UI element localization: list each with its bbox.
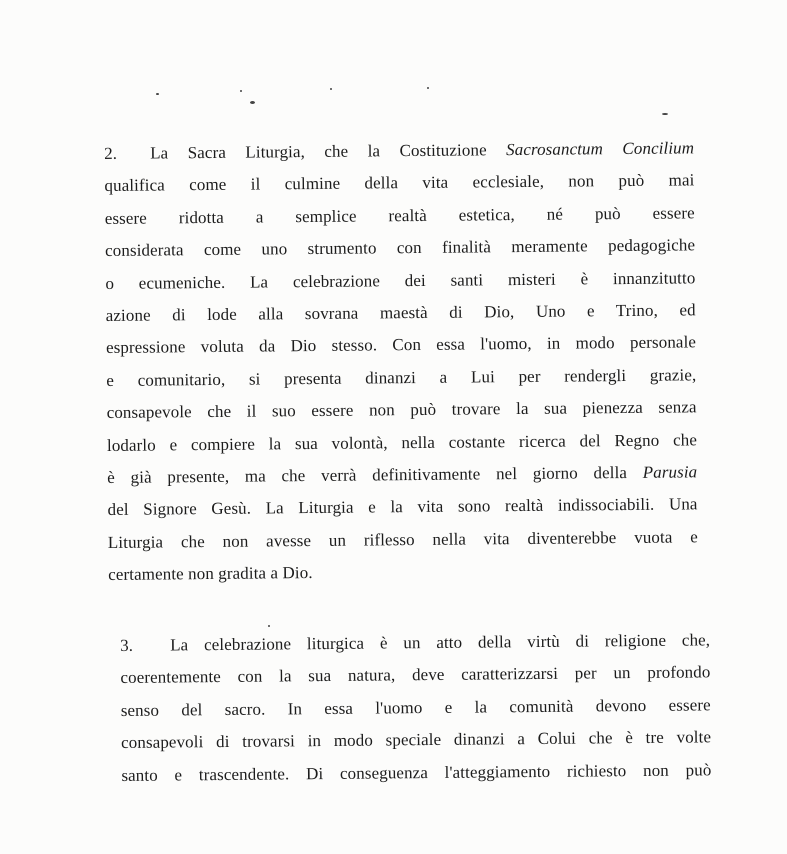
italic-term: Parusia <box>642 462 698 482</box>
line-text: considerata come uno strumento con finalità meramente pedagogiche <box>104 235 696 261</box>
paragraph-number: 3. <box>120 635 134 655</box>
text-line <box>108 521 698 559</box>
scan-speck <box>240 90 242 92</box>
italic-title: Sacrosanctum Concilium <box>505 138 695 160</box>
line-text: La celebrazione liturgica è un atto della virtù di religione che, <box>170 630 711 655</box>
paragraph-number: 2. <box>104 143 118 163</box>
paragraph-2 <box>104 132 698 591</box>
line-text: del Signore Gesù. La Liturgia e la vita sono realtà indissociabili. Una <box>107 494 698 520</box>
line-text: senso del sacro. In essa l'uomo e la comunità devono essere <box>120 695 711 720</box>
line-text: essere ridotta a semplice realtà estetica, né può essere <box>104 203 695 228</box>
text-line <box>106 392 696 430</box>
line-text: o ecumeniche. La celebrazione dei santi misteri è innanzitutto <box>105 267 696 293</box>
scan-speck <box>268 625 270 627</box>
scan-speck <box>330 88 332 90</box>
line-text: azione di lode alla sovrana maestà di Dio, Uno e Trino, ed <box>105 300 696 326</box>
line-text: coerentemente con la sua natura, deve caratterizzarsi per un profondo <box>120 662 711 688</box>
scan-speck <box>662 113 668 115</box>
text-line <box>104 165 694 203</box>
line-text: Liturgia che non avesse un riflesso nella vita diventerebbe vuota e <box>107 527 698 552</box>
scan-speck <box>156 93 159 95</box>
paragraph-3 <box>120 624 712 792</box>
line-text: qualifica come il culmine della vita ecclesiale, non può mai <box>104 170 695 196</box>
text-line <box>107 489 697 527</box>
line-text: espressione voluta da Dio stesso. Con essa l'uomo, in modo personale <box>105 332 697 358</box>
text-line <box>120 657 710 695</box>
text-line <box>121 754 711 792</box>
line-text: La Sacra Liturgia, che la Costituzione <box>150 140 507 163</box>
line-text: santo e trascendente. Di conseguenza l'atteggiamento richiesto non può <box>121 759 712 785</box>
text-line <box>106 327 696 365</box>
line-text: consapevoli di trovarsi in modo speciale dinanzi a Colui che è tre volte <box>120 727 712 753</box>
scan-speck <box>427 87 429 89</box>
line-text: e comunitario, si presenta dinanzi a Lui per rendergli grazie, <box>106 365 697 390</box>
text-line <box>108 554 698 592</box>
line-text: è già presente, ma che verrà definitivamente nel giorno della <box>107 462 643 488</box>
line-text: lodarlo e compiere la sua volontà, nella costante ricerca del Regno che <box>106 429 698 455</box>
line-text: certamente non gradita a Dio. <box>108 563 313 585</box>
text-line <box>121 722 711 760</box>
text-line <box>105 230 695 268</box>
line-text: consapevole che il suo essere non può trovare la sua pienezza senza <box>106 397 697 423</box>
scan-speck <box>250 101 255 104</box>
